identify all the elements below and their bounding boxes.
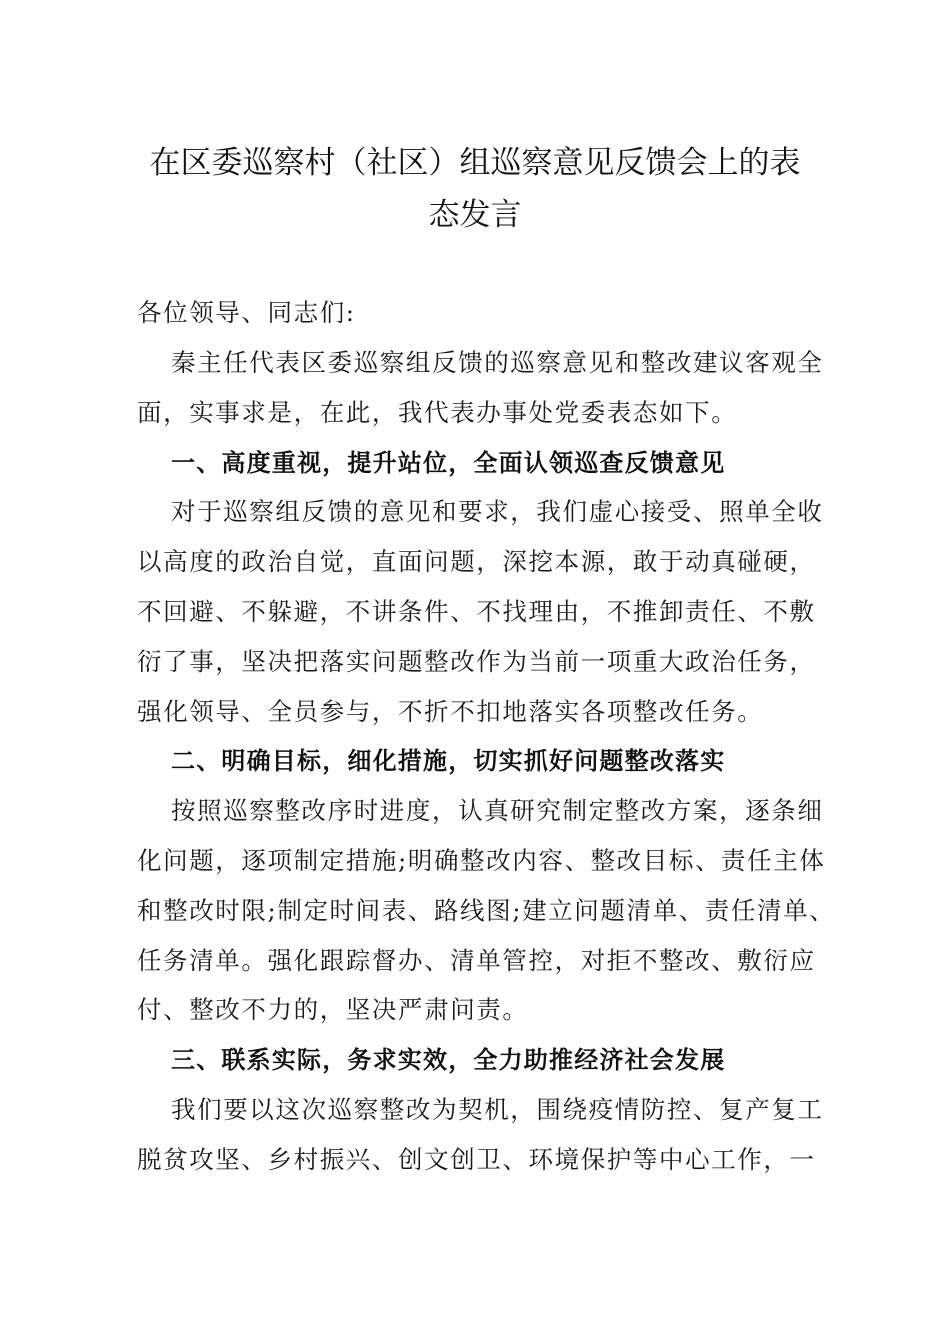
- paragraph-line: 和整改时限;制定时间表、路线图;建立问题清单、责任清单、: [137, 896, 836, 925]
- paragraph-line: 强化领导、全员参与，不折不扣地落实各项整改任务。: [137, 697, 764, 726]
- document-title-line-2: 态发言: [428, 197, 522, 233]
- paragraph-line: 面，实事求是，在此，我代表办事处党委表态如下。: [137, 398, 738, 427]
- paragraph-line: 脱贫攻坚、乡村振兴、创文创卫、环境保护等中心工作，一: [137, 1145, 816, 1174]
- paragraph-line: 秦主任代表区委巡察组反馈的巡察意见和整改建议客观全: [171, 348, 824, 377]
- paragraph-line: 不回避、不躲避，不讲条件、不找理由，不推卸责任、不敷: [137, 597, 816, 626]
- paragraph-line: 任务清单。强化跟踪督办、清单管控，对拒不整改、敷衍应: [137, 946, 816, 975]
- paragraph-line: 我们要以这次巡察整改为契机，围绕疫情防控、复产复工: [171, 1095, 824, 1124]
- paragraph-line: 化问题，逐项制定措施;明确整改内容、整改目标、责任主体: [137, 846, 826, 875]
- paragraph-line: 按照巡察整改序时进度，认真研究制定整改方案，逐条细: [171, 796, 824, 825]
- paragraph-line: 以高度的政治自觉，直面问题，深挖本源，敢于动真碰硬，: [137, 547, 816, 576]
- document-title-line-1: 在区委巡察村（社区）组巡察意见反馈会上的表: [149, 145, 801, 181]
- section-heading-3: 三、联系实际，务求实效，全力助推经济社会发展: [171, 1046, 726, 1074]
- section-heading-1: 一、高度重视，提升站位，全面认领巡查反馈意见: [171, 449, 726, 477]
- paragraph-line: 衍了事，坚决把落实问题整改作为当前一项重大政治任务，: [137, 647, 816, 676]
- paragraph-line: 对于巡察组反馈的意见和要求，我们虚心接受、照单全收: [171, 497, 824, 526]
- greeting: 各位领导、同志们:: [137, 298, 356, 327]
- paragraph-line: 付、整改不力的，坚决严肃问责。: [137, 995, 529, 1024]
- section-heading-2: 二、明确目标，细化措施，切实抓好问题整改落实: [171, 747, 726, 775]
